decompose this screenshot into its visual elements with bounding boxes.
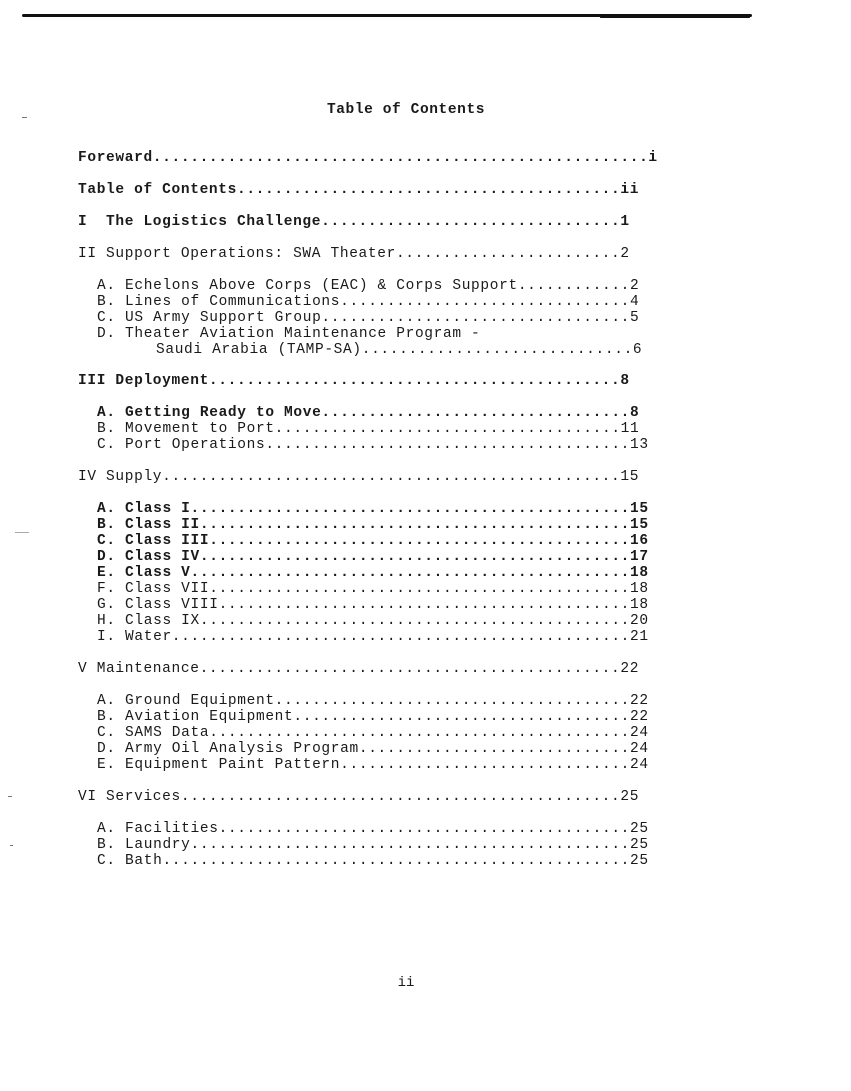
toc-entry-foreward: Foreward.....................................................i — [78, 150, 658, 166]
toc-entry-army-oil-analysis: D. Army Oil Analysis Program.............................24 — [97, 741, 649, 757]
toc-entry-echelons: A. Echelons Above Corps (EAC) & Corps Support............2 — [97, 278, 640, 294]
scan-speck — [8, 796, 12, 797]
toc-entry-us-army-support-group: C. US Army Support Group.................................5 — [97, 310, 640, 326]
toc-entry-laundry: B. Laundry...............................................25 — [97, 837, 649, 853]
toc-entry-sams-data: C. SAMS Data.............................................24 — [97, 725, 649, 741]
toc-entry-water: I. Water.................................................21 — [97, 629, 649, 645]
toc-entry-logistics-challenge: I The Logistics Challenge................................1 — [78, 214, 630, 230]
toc-entry-ground-equipment: A. Ground Equipment......................................22 — [97, 693, 649, 709]
toc-entry-class-ii: B. Class II..............................................15 — [97, 517, 649, 533]
toc-entry-class-viii: G. Class VIII............................................18 — [97, 597, 649, 613]
scan-speck — [15, 532, 29, 533]
toc-entry-aviation-equipment: B. Aviation Equipment....................................22 — [97, 709, 649, 725]
toc-entry-getting-ready: A. Getting Ready to Move.................................8 — [97, 405, 640, 421]
toc-entry-services: VI Services...............................................25 — [78, 789, 640, 805]
toc-entry-class-ix: H. Class IX..............................................20 — [97, 613, 649, 629]
toc-entry-deployment: III Deployment............................................8 — [78, 373, 630, 389]
toc-entry-tamp: D. Theater Aviation Maintenance Program - — [97, 326, 481, 342]
toc-entry-paint-pattern: E. Equipment Paint Pattern...............................24 — [97, 757, 649, 773]
toc-entry-maintenance: V Maintenance.............................................22 — [78, 661, 640, 677]
toc-entry-class-iv: D. Class IV..............................................17 — [97, 549, 649, 565]
toc-entry-port-operations: C. Port Operations.......................................13 — [97, 437, 649, 453]
header-rule-thin — [600, 17, 750, 18]
toc-entry-bath: C. Bath..................................................25 — [97, 853, 649, 869]
scan-speck — [10, 845, 13, 846]
toc-entry-movement-to-port: B. Movement to Port.....................................11 — [97, 421, 640, 437]
toc-entry-class-vii: F. Class VII.............................................18 — [97, 581, 649, 597]
page-title: Table of Contents — [326, 102, 486, 118]
page-number: ii — [397, 975, 415, 991]
scan-speck — [22, 117, 27, 118]
toc-entry-supply: IV Supply.................................................15 — [78, 469, 640, 485]
toc-entry-class-i: A. Class I...............................................15 — [97, 501, 649, 517]
toc-entry-class-iii: C. Class III.............................................16 — [97, 533, 649, 549]
toc-entry-class-v: E. Class V...............................................18 — [97, 565, 649, 581]
toc-entry-support-operations: II Support Operations: SWA Theater........................2 — [78, 246, 630, 262]
toc-entry-facilities: A. Facilities............................................25 — [97, 821, 649, 837]
toc-entry-lines-of-communications: B. Lines of Communications...............................4 — [97, 294, 640, 310]
toc-entry-table-of-contents: Table of Contents.........................................ii — [78, 182, 640, 198]
toc-entry-tamp-continued: Saudi Arabia (TAMP-SA).............................6 — [156, 342, 643, 358]
